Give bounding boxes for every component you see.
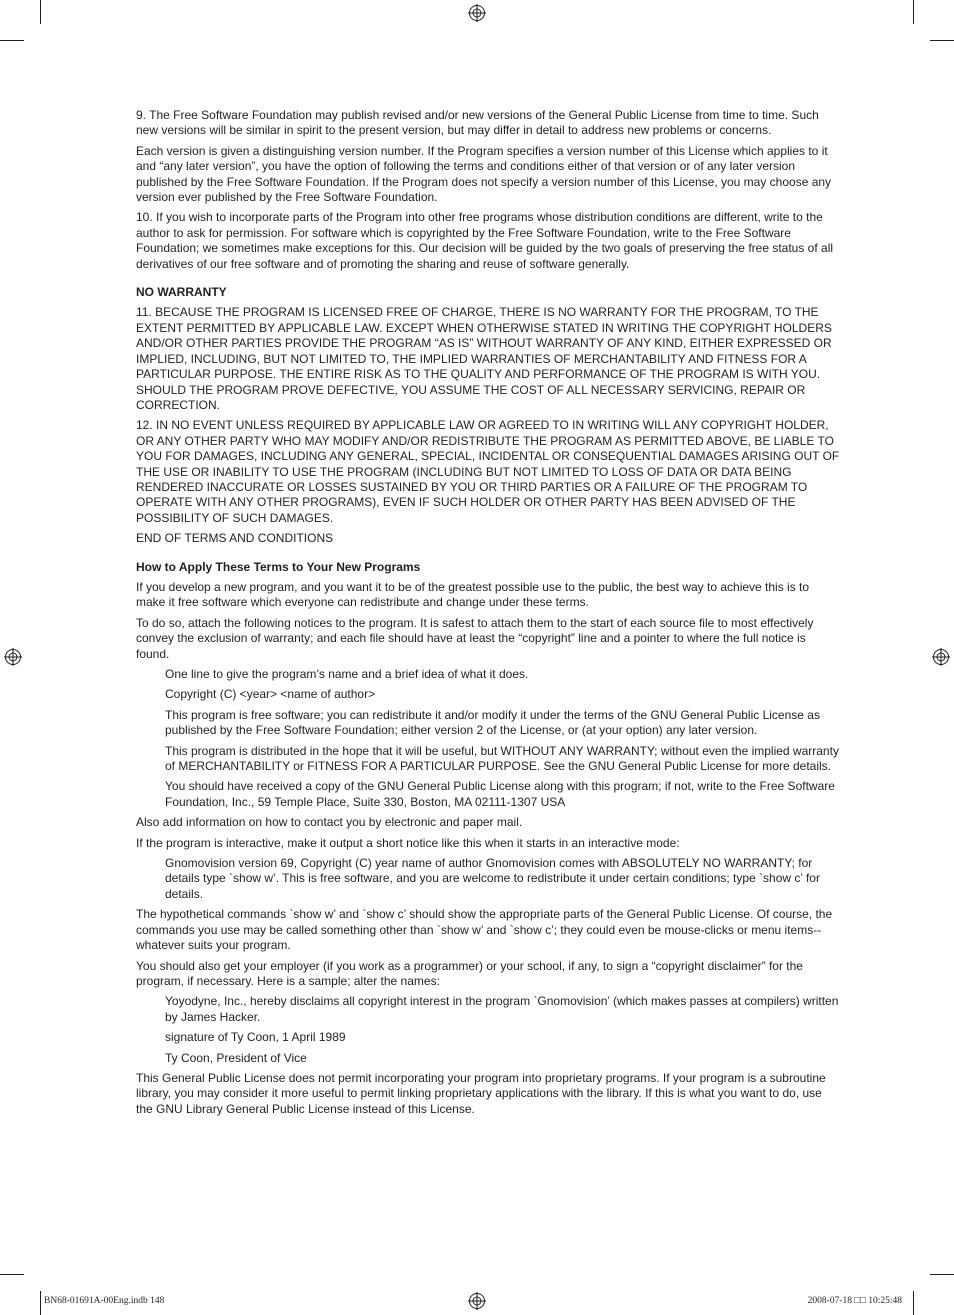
paragraph: 11. BECAUSE THE PROGRAM IS LICENSED FREE OF CHARGE, THERE IS NO WARRANTY FOR THE PROGRAM, TO THE EXTENT PERMITTED BY APPLICABLE LAW. EXCEPT WHEN OTHERWISE STATED IN WRITING THE COPYRIGHT HOLDERS AND/OR OTHER PARTIES PROVIDE THE PROGRAM “AS IS” WITHOUT WARRANTY OF ANY KIND, EITHER EXPRESSED OR IMPLIED, INCLUDING, BUT NOT LIMITED TO, THE IMPLIED WARRANTIES OF MERCHANTABILITY AND FITNESS FOR A PARTICULAR PURPOSE. THE ENTIRE RISK AS TO THE QUALITY AND PERFORMANCE OF THE PROGRAM IS WITH YOU. SHOULD THE PROGRAM PROVE DEFECTIVE, YOU ASSUME THE COST OF ALL NECESSARY SERVICING, REPAIR OR CORRECTION.: [136, 305, 832, 412]
registration-mark-icon: [4, 648, 22, 666]
paragraph: 12. IN NO EVENT UNLESS REQUIRED BY APPLICABLE LAW OR AGREED TO IN WRITING WILL ANY COPYRIGHT HOLDER, OR ANY OTHER PARTY WHO MAY MODIFY AND/OR REDISTRIBUTE THE PROGRAM AS PERMITTED ABOVE, BE LIABLE TO YOU FOR DAMAGES, INCLUDING ANY GENERAL, SPECIAL, INCIDENTAL OR CONSEQUENTIAL DAMAGES ARISING OUT OF THE USE OR INABILITY TO USE THE PROGRAM (INCLUDING BUT NOT LIMITED TO LOSS OF DATA OR DATA BEING RENDERED INACCURATE OR LOSSES SUSTAINED BY YOU OR THIRD PARTIES OR A FAILURE OF THE PROGRAM TO OPERATE WITH ANY OTHER PROGRAMS), EVEN IF SUCH HOLDER OR OTHER PARTY HAS BEEN ADVISED OF THE POSSIBILITY OF SUCH DAMAGES.: [136, 418, 840, 525]
indented-paragraph: This program is free software; you can redistribute it and/or modify it under the terms of the GNU General Public License as published by the Free Software Foundation; either version 2 of the License, or (at your option) any later version.: [165, 707, 820, 738]
paragraph: Each version is given a distinguishing version number. If the Program specifies a version number of this License which applies to it and “any later version”, you have the option of following the terms and conditions either of that version or of any later version published by the Free Software Foundation. If the Program does not specify a version number of this License, you may choose any version ever published by the Free Software Foundation.: [136, 143, 832, 205]
paragraph: This General Public License does not permit incorporating your program into proprietary programs. If your program is a subroutine library, you may consider it more useful to permit linking proprietary applications with the library. If this is what you want to do, use the GNU Library General Public License instead of this License.: [136, 1070, 826, 1116]
indented-paragraph: Copyright (C) <year> <name of author>: [165, 687, 376, 702]
paragraph: END OF TERMS AND CONDITIONS: [136, 531, 334, 546]
crop-mark: [0, 40, 24, 41]
crop-mark: [40, 1291, 41, 1315]
registration-mark-icon: [932, 648, 950, 666]
registration-mark-icon: [468, 1292, 486, 1310]
indented-paragraph: You should have received a copy of the GNU General Public License along with this program; if not, write to the Free Software Foundation, Inc., 59 Temple Place, Suite 330, Boston, MA 02111-1307 USA: [165, 779, 835, 809]
paragraph: The hypothetical commands `show w’ and `show c’ should show the appropriate parts of the General Public License. Of course, the commands you use may be called something other than `show w’ and `show c’; they could even be mouse-clicks or menu items--whatever suits your program.: [136, 907, 833, 953]
registration-mark-icon: [468, 4, 486, 22]
indented-paragraph: signature of Ty Coon, 1 April 1989: [165, 1030, 346, 1045]
section-heading: NO WARRANTY: [136, 285, 227, 300]
paragraph: You should also get your employer (if you work as a programmer) or your school, if any, to sign a “copyright disclaimer” for the program, if necessary. Here is a sample; alter the names:: [136, 958, 803, 988]
indented-paragraph: One line to give the program’s name and a brief idea of what it does.: [165, 667, 529, 681]
crop-mark: [0, 1274, 24, 1275]
crop-mark: [913, 0, 914, 24]
indented-paragraph: This program is distributed in the hope that it will be useful, but WITHOUT ANY WARRANTY; without even the implied warranty of MERCHANTABILITY or FITNESS FOR A PARTICULAR PURPOSE. See the GNU General Public License for more details.: [165, 743, 839, 774]
crop-mark: [930, 40, 954, 41]
paragraph: To do so, attach the following notices to the program. It is safest to attach them to the start of each source file to most effectively convey the exclusion of warranty; and each file should have at least the “copyright” line and a pointer to where the full notice is found.: [136, 615, 814, 661]
crop-mark: [40, 0, 41, 24]
crop-mark: [930, 1274, 954, 1275]
paragraph: If the program is interactive, make it output a short notice like this when it starts in an interactive mode:: [136, 835, 680, 850]
license-text-body: [136, 108, 841, 1122]
footer-file-info: BN68-01691A-00Eng.indb 148: [44, 1296, 165, 1306]
indented-paragraph: Yoyodyne, Inc., hereby disclaims all copyright interest in the program `Gnomovision’ (which makes passes at compilers) written by James Hacker.: [165, 994, 839, 1024]
paragraph: 9. The Free Software Foundation may publish revised and/or new versions of the General Public License from time to time. Such new versions will be similar in spirit to the present version, but may differ in detail to address new problems or concerns.: [136, 108, 819, 138]
paragraph: If you develop a new program, and you want it to be of the greatest possible use to the public, the best way to achieve this is to make it free software which everyone can redistribute and change under these terms.: [136, 579, 810, 610]
indented-paragraph: Gnomovision version 69, Copyright (C) year name of author Gnomovision comes with ABSOLUTELY NO WARRANTY; for details type `show w’. This is free software, and you are welcome to redistribute it under certain conditions; type `show c’ for details.: [165, 856, 820, 901]
section-heading: How to Apply These Terms to Your New Programs: [136, 559, 421, 574]
footer-timestamp: 2008-07-18 □□ 10:25:48: [807, 1296, 902, 1306]
paragraph: Also add information on how to contact you by electronic and paper mail.: [136, 815, 523, 830]
crop-mark: [913, 1291, 914, 1315]
paragraph: 10. If you wish to incorporate parts of the Program into other free programs whose distribution conditions are different, write to the author to ask for permission. For software which is copyrighted by the Free Software Foundation, write to the Free Software Foundation; we sometimes make exceptions for this. Our decision will be guided by the two goals of preserving the free status of all derivatives of our free software and of promoting the sharing and reuse of software generally.: [136, 210, 834, 271]
indented-paragraph: Ty Coon, President of Vice: [165, 1050, 307, 1065]
